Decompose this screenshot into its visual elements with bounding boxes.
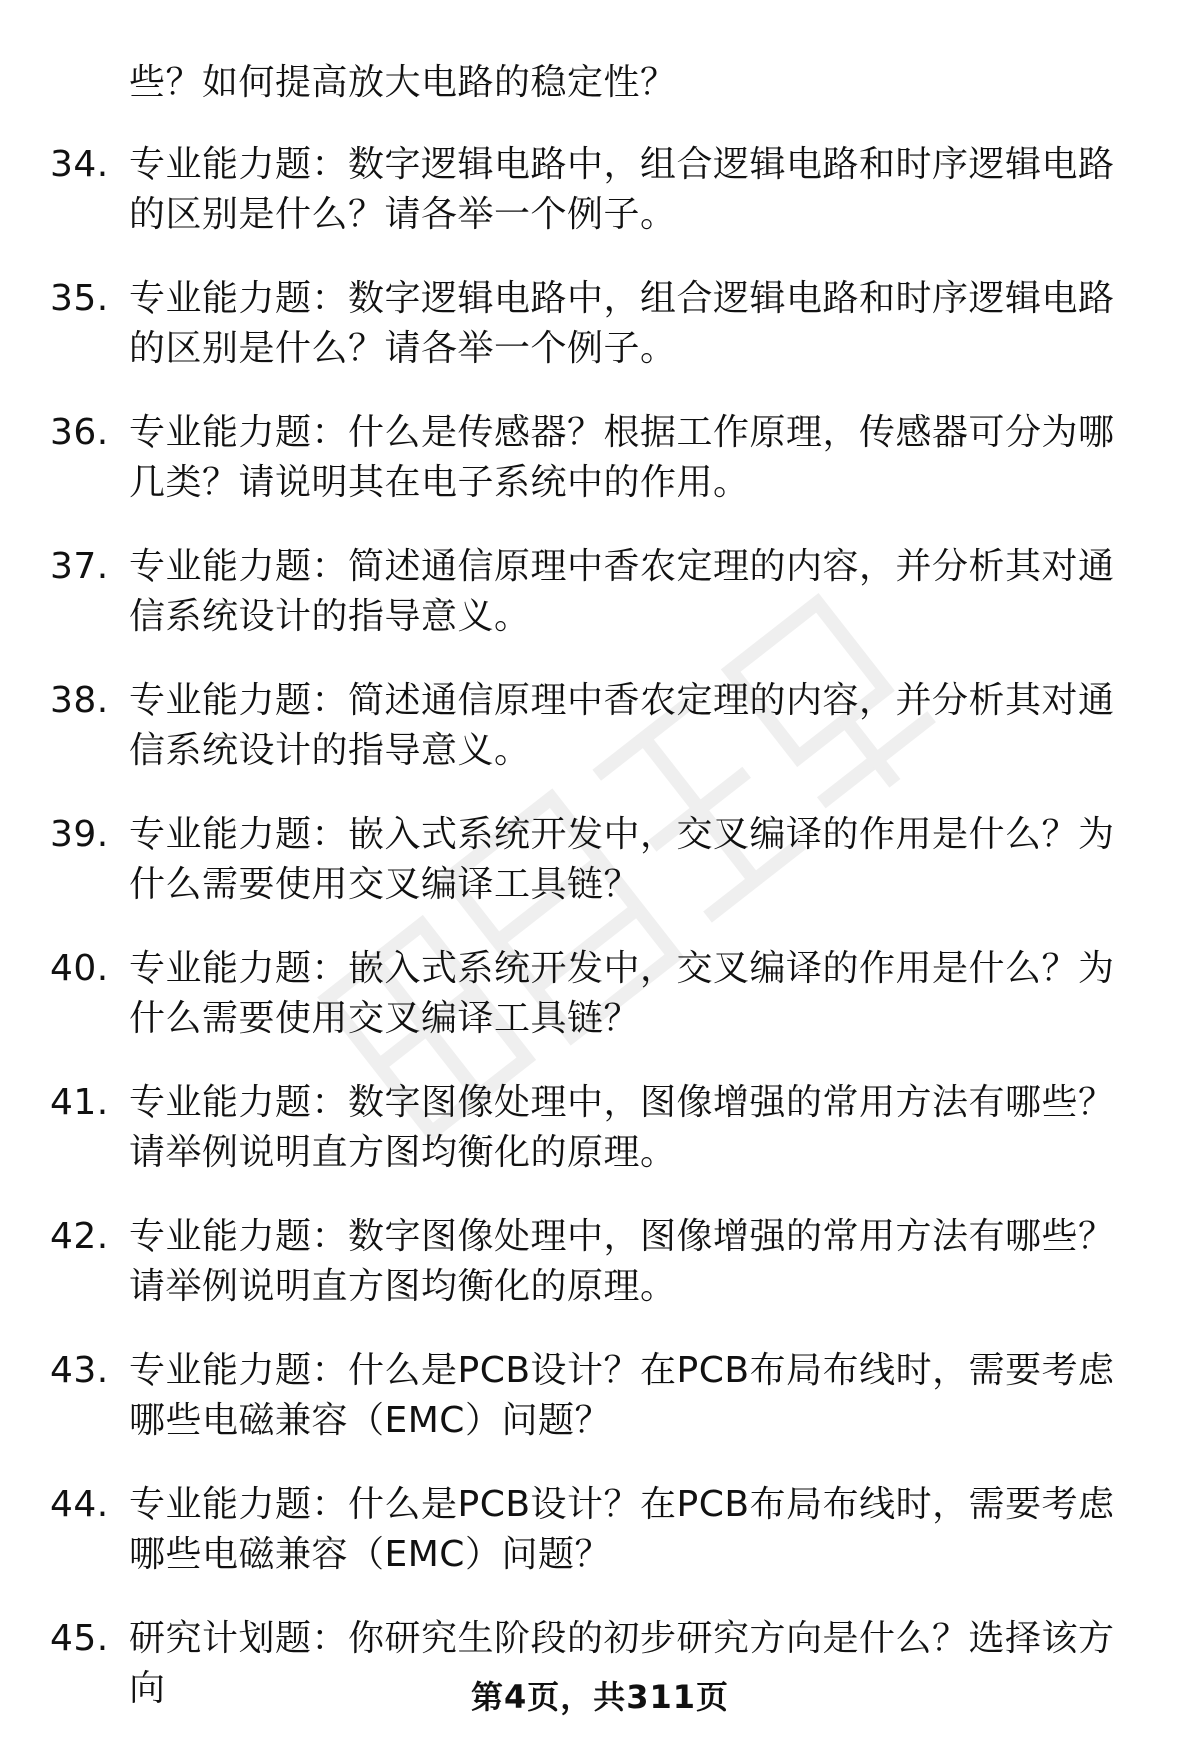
list-item — [50, 1078, 1150, 1178]
question-text: 专业能力题：什么是传感器？根据工作原理，传感器可分为哪几类？请说明其在电子系统中的作用。 — [129, 412, 1115, 503]
question-number: 43. — [50, 1350, 109, 1391]
question-number: 42. — [50, 1216, 109, 1257]
question-text: 专业能力题：简述通信原理中香农定理的内容，并分析其对通信系统设计的指导意义。 — [129, 680, 1115, 771]
list-item — [50, 274, 1150, 374]
question-number: 44. — [50, 1484, 109, 1525]
list-item — [50, 1212, 1150, 1312]
continuation-text: 些？如何提高放大电路的稳定性？ — [129, 62, 677, 103]
question-number: 35. — [50, 278, 109, 319]
question-text: 专业能力题：数字逻辑电路中，组合逻辑电路和时序逻辑电路的区别是什么？请各举一个例子。 — [129, 278, 1115, 369]
list-item — [50, 810, 1150, 910]
question-text: 专业能力题：数字逻辑电路中，组合逻辑电路和时序逻辑电路的区别是什么？请各举一个例子。 — [129, 144, 1115, 235]
question-text: 专业能力题：什么是PCB设计？在PCB布局布线时，需要考虑哪些电磁兼容（EMC）问题？ — [129, 1350, 1115, 1441]
question-number: 41. — [50, 1082, 109, 1123]
question-text: 专业能力题：数字图像处理中，图像增强的常用方法有哪些？请举例说明直方图均衡化的原理。 — [129, 1082, 1115, 1173]
question-number: 36. — [50, 412, 109, 453]
list-item — [50, 408, 1150, 508]
question-text: 专业能力题：数字图像处理中，图像增强的常用方法有哪些？请举例说明直方图均衡化的原理。 — [129, 1216, 1115, 1307]
question-number: 39. — [50, 814, 109, 855]
list-item — [50, 676, 1150, 776]
list-item — [50, 542, 1150, 642]
question-number: 34. — [50, 144, 109, 185]
question-text: 专业能力题：嵌入式系统开发中，交叉编译的作用是什么？为什么需要使用交叉编译工具链？ — [129, 814, 1115, 905]
question-text: 专业能力题：简述通信原理中香农定理的内容，并分析其对通信系统设计的指导意义。 — [129, 546, 1115, 637]
question-number: 40. — [50, 948, 109, 989]
page-footer: 第4页，共311页 — [470, 1678, 730, 1716]
question-text: 专业能力题：嵌入式系统开发中，交叉编译的作用是什么？为什么需要使用交叉编译工具链？ — [129, 948, 1115, 1039]
question-number: 38. — [50, 680, 109, 721]
question-number: 45. — [50, 1618, 109, 1659]
question-number: 37. — [50, 546, 109, 587]
list-item — [50, 140, 1150, 240]
list-item — [50, 1480, 1150, 1580]
question-list — [50, 140, 1150, 1748]
list-item — [50, 1346, 1150, 1446]
question-text: 专业能力题：什么是PCB设计？在PCB布局布线时，需要考虑哪些电磁兼容（EMC）问题？ — [129, 1484, 1115, 1575]
list-item — [50, 944, 1150, 1044]
question-text: 研究计划题：你研究生阶段的初步研究方向是什么？选择该方向 — [129, 1618, 1115, 1709]
